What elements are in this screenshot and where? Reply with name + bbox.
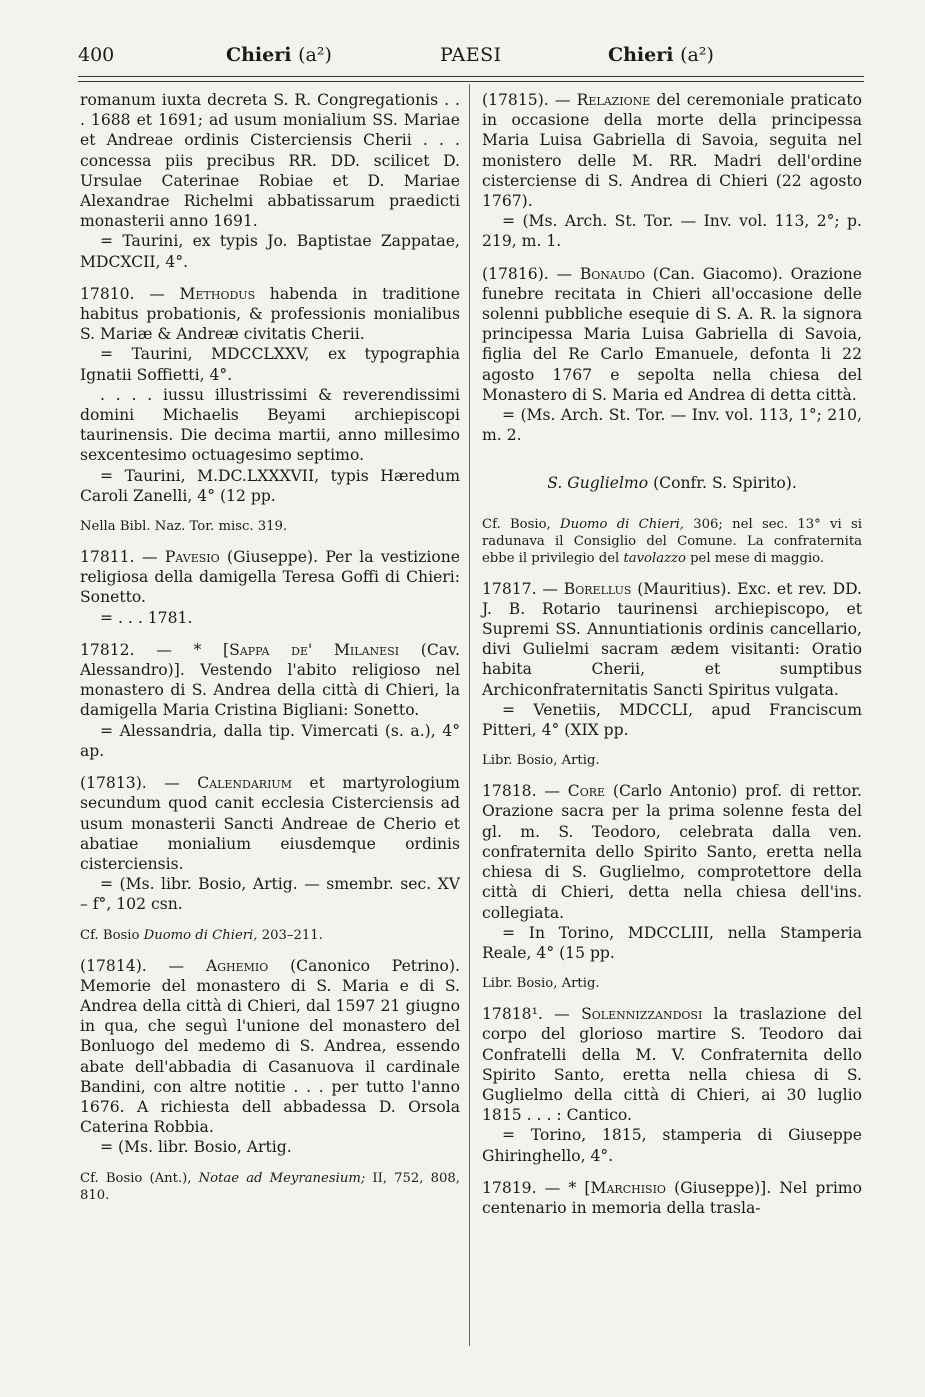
entry-text: (17814). — Aghemio (Canonico Petrino). Memorie del monastero di S. Maria e di S. Andrea della città di Chieri, dal 1597 21 giugno in qua, che seguì l'unione del monastero del Bonluogo del medemo di S. Andrea, essendo abate dell'abbadia di Casanuova il cardinale Bandini, con altre notitie . . . per tutto l'anno 1676. A richiesta dell abbadessa D. Orsola Caterina Robbia. (80, 956, 460, 1137)
column-divider (469, 84, 470, 1346)
entry-imprint: = Taurini, MDCCLXXV, ex typographia Ignatii Soffietti, 4°. (80, 345, 460, 384)
entry-17817 (482, 579, 862, 741)
section-note: Cf. Bosio, Duomo di Chieri, 306; nel sec. 13° vi si radunava il Consiglio del Comune. La confraternita ebbe il privilegio del tavolazzo pel mese di maggio. (482, 516, 862, 566)
entry-17814 (80, 956, 460, 1158)
entry-imprint: = (Ms. libr. Bosio, Artig. — smembr. sec. XV – f°, 102 csn. (80, 875, 460, 914)
entry-continued (80, 90, 460, 272)
entry-imprint: = Taurini, ex typis Jo. Baptistae Zappatae, MDCXCII, 4°. (80, 232, 460, 271)
entry-imprint: = . . . 1781. (100, 608, 193, 627)
entry-note: Libr. Bosio, Artig. (482, 753, 600, 769)
entry-text: 17818. — Core (Carlo Antonio) prof. di rettor. Orazione sacra per la prima solenne festa del gl. m. S. Teodoro, celebrata dalla ven. confraternita dello Spirito Santo, eretta nella chiesa di S. Guglielmo, comprotettore della città di Chieri, detta nella chiesa dell'ins. collegiata. (482, 782, 862, 922)
entry-note: Libr. Bosio, Artig. (482, 976, 600, 992)
entry-imprint: = In Torino, MDCCLIII, nella Stamperia Reale, 4° (15 pp. (482, 923, 862, 962)
entry-text: 17812. — * [Sappa de' Milanesi (Cav. Alessandro)]. Vestendo l'abito religioso nel monastero di S. Andrea della città di Chieri, la damigella Maria Cristina Bigliani: Sonetto. (80, 640, 460, 720)
entry-text-continued: . . . . iussu illustrissimi & reverendissimi domini Michaelis Beyami archiepiscopi taurinensis. Die decima martii, anno millesimo sexcentesimo octuagesimo septimo. (80, 385, 460, 465)
section-heading: S. Guglielmo (Confr. S. Spirito). (547, 474, 797, 493)
entry-17819 (482, 1178, 862, 1218)
entry-text: (17816). — Bonaudo (Can. Giacomo). Orazione funebre recitata in Chieri all'occasione delle solenni pubbliche esequie di S. A. R. la signora principessa Maria Luisa Gabriella di Savoia, figlia del Re Carlo Emanuele, defonta li 22 agosto 1767 e sepolta nella chiesa del Monastero di S. Maria ed Andrea di detta città. (482, 264, 863, 404)
entry-imprint: = Torino, 1815, stamperia di Giuseppe Ghiringhello, 4°. (482, 1126, 862, 1165)
entry-17816 (482, 264, 862, 446)
entry-text: 17810. — Methodus habenda in traditione habitus probationis, & professionis monialibus S. Mariæ & Andreæ civitatis Cherii. (80, 284, 460, 344)
entry-imprint: = (Ms. Arch. St. Tor. — Inv. vol. 113, 1°; 210, m. 2. (482, 406, 862, 445)
entry-text: romanum iuxta decreta S. R. Congregationis . . . 1688 et 1691; ad usum monialium SS. Mariae et Andreae ordinis Cisterciensis Cherii . . . concessa piis precibus RR. DD. scilicet D. Ursulae Caterinae Robiae et D. Mariae Alexandrae Richelmi abbatissarum praedicti monasterii anno 1691. (80, 91, 460, 231)
entry-text: (17815). — Relazione del ceremoniale praticato in occasione della morte della principessa Maria Luisa Gabriella di Savoia, seguita nel monistero delle M. RR. Madri dell'ordine cisterciense di S. Andrea di Chieri (22 agosto 1767). (482, 91, 862, 211)
entry-imprint: = (Ms. libr. Bosio, Artig. (100, 1138, 292, 1157)
right-column (482, 90, 862, 1230)
entry-17811 (80, 547, 460, 628)
header-section-title: PAESI (440, 44, 502, 66)
entry-17810 (80, 284, 460, 506)
entry-17818-1 (482, 1004, 862, 1166)
running-header (78, 44, 864, 74)
entry-note: Cf. Bosio Duomo di Chieri, 203–211. (80, 927, 323, 943)
header-right-title: Chieri (a²) (608, 44, 714, 66)
entry-imprint: = Venetiis, MDCCLI, apud Franciscum Pitteri, 4° (XIX pp. (482, 700, 862, 740)
entry-17812 (80, 640, 460, 761)
entry-text: (17813). — Calendarium et martyrologium secundum quod canit ecclesia Cisterciensis ad usum monasterii Sancti Andreae de Cherio et abatiae monialium eiusdemque ordinis cisterciensis. (80, 774, 460, 873)
entry-imprint: = Taurini, M.DC.LXXXVII, typis Hæredum Caroli Zanelli, 4° (12 pp. (80, 466, 460, 505)
page-number: 400 (78, 44, 115, 66)
entry-text: 17818¹. — Solennizzandosi la traslazione del corpo del glorioso martire S. Teodoro dai Confratelli della M. V. Confraternita dello Spirito Santo, eretta nella chiesa di S. Guglielmo della città di Chieri, ai 30 luglio 1815 . . . : Cantico. (482, 1005, 862, 1125)
entry-text: 17819. — * [Marchisio (Giuseppe)]. Nel primo centenario in memoria della trasla- (482, 1178, 862, 1217)
entry-text: 17817. — Borellus (Mauritius). Exc. et rev. DD. J. B. Rotario taurinensi archiepiscopo, et Supremi SS. Annuntiationis ordinis cancellario, divi Gulielmi sacram ædem visitanti: Oratio habita Cherii, et sumptibus Archiconfraternitatis Sancti Spiritus vulgata. (482, 579, 862, 699)
entry-17813 (80, 773, 460, 914)
entry-note: Cf. Bosio (Ant.), Notae ad Meyranesium; II, 752, 808, 810. (80, 1170, 460, 1203)
entry-17818 (482, 781, 862, 963)
entry-17815 (482, 90, 862, 252)
entry-imprint: = Alessandria, dalla tip. Vimercati (s. a.), 4° ap. (80, 721, 460, 760)
left-column (80, 90, 460, 1216)
header-left-title: Chieri (a²) (226, 44, 332, 66)
entry-imprint: = (Ms. Arch. St. Tor. — Inv. vol. 113, 2°; p. 219, m. 1. (482, 212, 862, 251)
entry-note: Nella Bibl. Naz. Tor. misc. 319. (80, 519, 288, 535)
header-double-rule (78, 76, 864, 82)
entry-text: 17811. — Pavesio (Giuseppe). Per la vestizione religiosa della damigella Teresa Goffi di Chieri: Sonetto. (80, 548, 460, 607)
